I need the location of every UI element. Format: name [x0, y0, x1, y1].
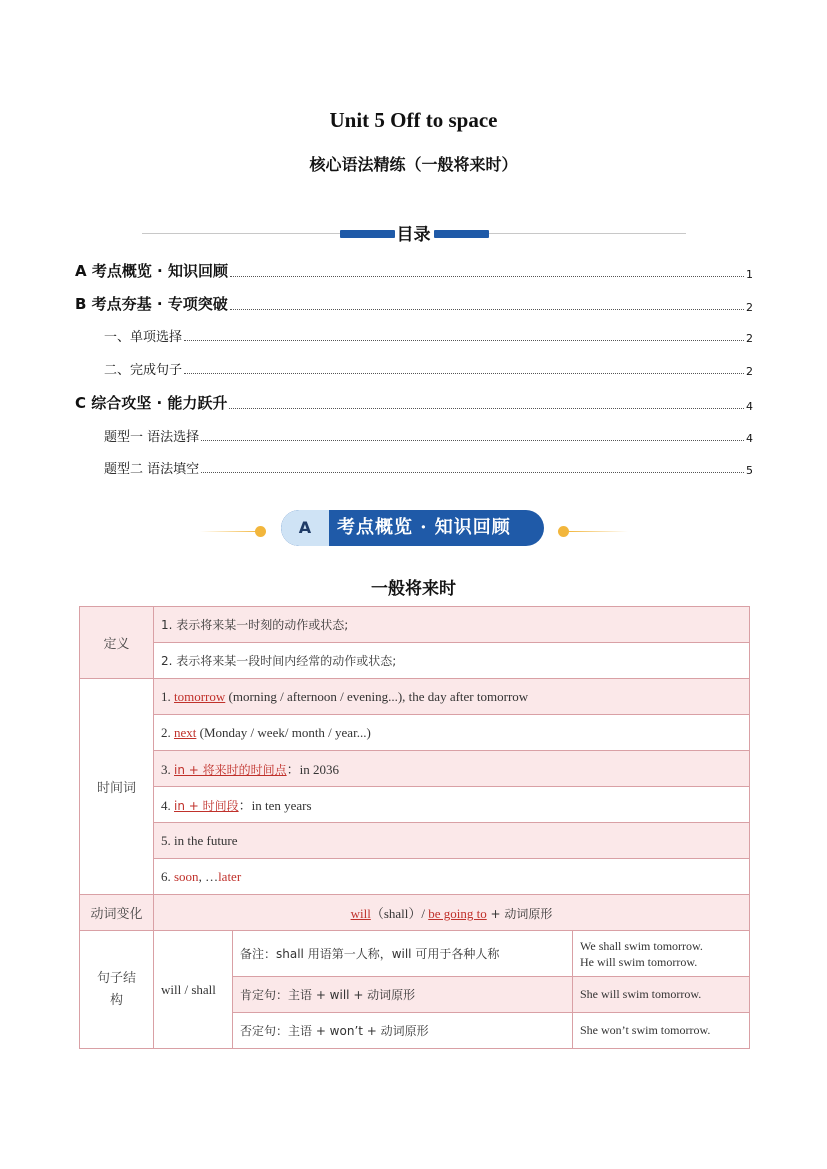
banner-line-left	[200, 531, 260, 532]
verb-change-rule	[154, 895, 750, 931]
item-number: 3.	[161, 762, 174, 777]
table-row	[80, 751, 750, 787]
toc-entry-label: 二、完成句子	[104, 363, 183, 378]
toc-entry-a[interactable]	[75, 260, 753, 281]
item-text: ：in 2036	[286, 762, 339, 777]
keyword: soon	[174, 868, 199, 884]
item-number: 6.	[161, 868, 174, 884]
banner-line-right	[568, 531, 628, 532]
toc-entry-page: 5	[746, 464, 753, 477]
item-text: + 动词原形	[486, 907, 553, 921]
toc-entry-page: 2	[746, 365, 753, 378]
section-heading: 一般将来时	[371, 579, 456, 599]
toc-entry-c[interactable]	[75, 392, 753, 413]
definition-head: 定义	[80, 607, 154, 679]
banner-dot-left	[255, 526, 266, 537]
time-word-3	[154, 751, 750, 787]
toc-entry-label: B 考点夯基 · 专项突破	[75, 295, 228, 313]
table-row	[80, 931, 750, 977]
toc-leader	[229, 407, 744, 409]
item-number: 4.	[161, 798, 174, 813]
toc-leader	[230, 275, 744, 277]
toc-leader	[201, 439, 744, 441]
toc-title: 目录	[396, 225, 431, 245]
structure-affirmative: 肯定句：主语 + will + 动词原形	[233, 977, 573, 1013]
keyword: in + 时间段	[174, 799, 239, 813]
keyword: in + 将来时的时间点	[174, 763, 287, 777]
time-word-2	[154, 715, 750, 751]
table-row	[80, 715, 750, 751]
item-number: 1.	[161, 688, 174, 704]
time-word-5: 5. in the future	[154, 823, 750, 859]
banner-text: 考点概览 · 知识回顾	[337, 517, 511, 538]
keyword: next	[174, 724, 197, 740]
item-number: 2.	[161, 724, 174, 740]
keyword: be going to	[428, 906, 487, 921]
toc-entry-page: 4	[746, 432, 753, 445]
example-line: He will swim tomorrow.	[580, 954, 698, 969]
toc-entry-c2[interactable]	[104, 458, 753, 477]
toc-entry-c1[interactable]	[104, 426, 753, 445]
definition-1: 1. 表示将来某一时刻的动作或状态;	[154, 607, 750, 643]
time-word-6	[154, 859, 750, 895]
table-row	[80, 823, 750, 859]
toc-entry-b1[interactable]	[104, 326, 753, 345]
toc-entry-page: 1	[746, 268, 753, 281]
toc-entry-label: C 综合攻坚 · 能力跃升	[75, 394, 228, 412]
structure-note: 备注：shall 用语第一人称，will 可用于各种人称	[233, 931, 573, 977]
document-subtitle: 核心语法精练（一般将来时）	[309, 155, 518, 174]
item-text: (morning / afternoon / evening...), the day after tomorrow	[225, 688, 529, 704]
toc-entry-b2[interactable]	[104, 359, 753, 378]
toc-entry-page: 4	[746, 400, 753, 413]
item-text: , …	[198, 868, 219, 884]
keyword: tomorrow	[174, 688, 226, 704]
banner-dot-right	[558, 526, 569, 537]
section-banner	[281, 510, 544, 546]
structure-example	[573, 931, 750, 977]
structure-head: 句子结构	[80, 931, 154, 1049]
structure-example: She won’t swim tomorrow.	[573, 1013, 750, 1049]
toc-entry-page: 2	[746, 301, 753, 314]
toc-leader	[184, 339, 744, 341]
table-row	[80, 607, 750, 643]
toc-entry-label: 题型一 语法选择	[104, 430, 200, 445]
document-title: Unit 5 Off to space	[329, 108, 498, 132]
table-row	[80, 895, 750, 931]
time-words-head: 时间词	[80, 679, 154, 895]
grammar-table	[79, 606, 750, 1049]
table-row	[80, 787, 750, 823]
item-text: （shall）/	[370, 906, 429, 921]
toc-leader	[201, 471, 744, 473]
structure-negative: 否定句：主语 + won’t + 动词原形	[233, 1013, 573, 1049]
table-row	[80, 859, 750, 895]
toc-entry-b[interactable]	[75, 293, 753, 314]
toc-entry-page: 2	[746, 332, 753, 345]
example-line: We shall swim tomorrow.	[580, 938, 703, 953]
item-text: (Monday / week/ month / year...)	[196, 724, 371, 740]
structure-example: She will swim tomorrow.	[573, 977, 750, 1013]
time-word-1	[154, 679, 750, 715]
table-row	[80, 643, 750, 679]
toc-entry-label: 题型二 语法填空	[104, 462, 200, 477]
verb-change-head: 动词变化	[80, 895, 154, 931]
time-word-4	[154, 787, 750, 823]
toc-entry-label: 一、单项选择	[104, 330, 183, 345]
structure-modal: will / shall	[154, 931, 233, 1049]
toc-leader	[230, 308, 744, 310]
table-row	[80, 679, 750, 715]
keyword: later	[218, 868, 242, 884]
keyword: will	[350, 906, 371, 921]
item-text: ：in ten years	[238, 798, 312, 813]
toc-leader	[184, 372, 744, 374]
definition-2: 2. 表示将来某一段时间内经常的动作或状态;	[154, 643, 750, 679]
banner-letter: A	[298, 518, 312, 537]
toc-entry-label: A 考点概览 · 知识回顾	[75, 262, 228, 280]
